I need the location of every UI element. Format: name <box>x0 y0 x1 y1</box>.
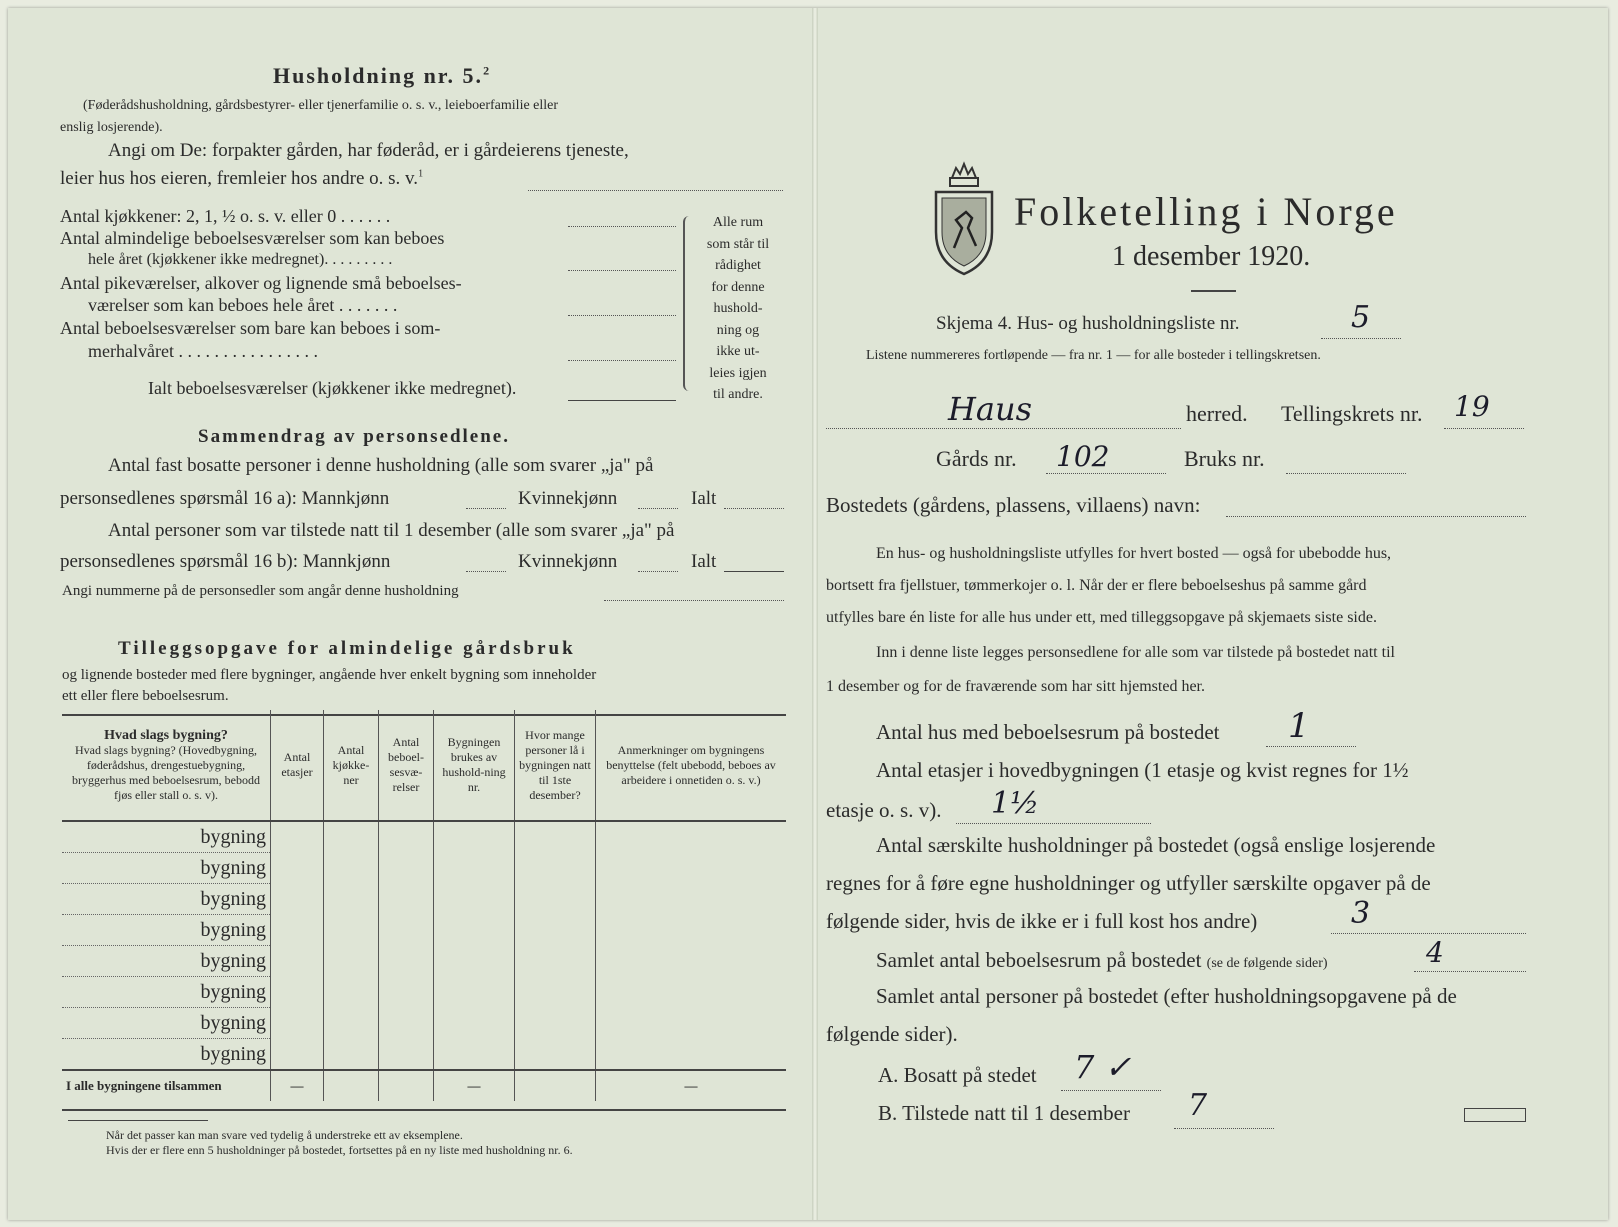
building-cell[interactable] <box>271 915 324 946</box>
ordinary-rooms-field[interactable] <box>568 270 676 271</box>
husholdninger-line <box>1331 933 1526 934</box>
husholdninger-line-3: følgende sider, hvis de ikke er i full kost hos andre) <box>826 909 1258 933</box>
building-label: bygning <box>200 1042 266 1065</box>
tellingskrets-value[interactable]: 19 <box>1454 390 1490 423</box>
title-rule <box>1191 290 1236 292</box>
building-type-cell[interactable] <box>62 1008 271 1039</box>
skjema-label: Skjema 4. Hus- og husholdningsliste nr. <box>936 313 1240 334</box>
summer-rooms-field[interactable] <box>568 360 676 361</box>
building-cell[interactable] <box>379 821 434 853</box>
husholdninger-value[interactable]: 3 <box>1351 896 1371 931</box>
bruks-line[interactable] <box>1286 473 1406 474</box>
bruks-label: Bruks nr. <box>1184 446 1265 471</box>
building-type-cell[interactable] <box>62 977 271 1008</box>
building-cell[interactable] <box>324 977 379 1008</box>
building-cell[interactable] <box>596 821 787 853</box>
numbers-field[interactable] <box>604 600 784 601</box>
building-cell[interactable] <box>324 884 379 915</box>
footnote-rule <box>68 1120 208 1121</box>
maid-rooms-field[interactable] <box>568 315 676 316</box>
building-cell[interactable] <box>434 977 515 1008</box>
gards-label: Gårds nr. <box>936 446 1017 471</box>
a-male-field[interactable] <box>466 508 506 509</box>
col-floors: Antal etasjer <box>271 710 324 821</box>
building-cell[interactable] <box>596 946 787 977</box>
building-cell[interactable] <box>434 853 515 884</box>
kitchens-field[interactable] <box>568 226 676 227</box>
husholdninger-line-1: Antal særskilte husholdninger på bostedet (også enslige losjerende <box>876 833 1436 857</box>
sum-remarks: — <box>596 1070 787 1101</box>
building-label: bygning <box>200 1011 266 1034</box>
sammendrag-a-line-2: personsedlenes spørsmål 16 a): Mannkjønn <box>60 488 390 509</box>
bosatt-label: A. Bosatt på stedet <box>878 1063 1037 1087</box>
building-row <box>62 915 786 946</box>
building-cell[interactable] <box>515 884 596 915</box>
rooms-ordinary-2: hele året (kjøkkener ikke medregnet). . . . . . . . . <box>88 251 393 268</box>
rooms-maid-1: Antal pikeværelser, alkover og lignende små beboelses- <box>60 273 462 293</box>
etasjer-line-2: etasje o. s. v). <box>826 798 942 822</box>
building-cell[interactable] <box>324 946 379 977</box>
sum-persons <box>515 1070 596 1101</box>
instruction-3: utfylles bare én liste for alle hus under ett, med tilleggsopgave på skjemaets siste side. <box>826 609 1377 626</box>
sammendrag-b-line-2: personsedlenes spørsmål 16 b): Mannkjønn <box>60 551 391 572</box>
col-rooms: Antal beboel-sesvæ-relser <box>379 710 434 821</box>
rooms-ordinary-1: Antal almindelige beboelsesværelser som kan beboes <box>60 228 445 248</box>
col-building-type: Hvad slags bygning? Hvad slags bygning? (Hovedbygning, føderådshus, drengestuebygning, bryggerhus med beboelsesrum, bebodd fjøs eller stall o. s. v). <box>62 710 271 821</box>
building-row <box>62 853 786 884</box>
a-female-field[interactable] <box>638 508 678 509</box>
skjema-line <box>1321 338 1401 339</box>
building-cell[interactable] <box>434 946 515 977</box>
etasjer-value[interactable]: 1½ <box>991 786 1040 821</box>
table-bottom-rule <box>62 1109 786 1111</box>
listene-note: Listene nummereres fortløpende — fra nr. 1 — for alle bosteder i tellingskretsen. <box>866 348 1321 363</box>
sum-label: I alle bygningene tilsammen <box>62 1070 271 1101</box>
building-cell[interactable] <box>596 1039 787 1071</box>
building-cell[interactable] <box>596 884 787 915</box>
building-type-cell[interactable] <box>62 1039 271 1071</box>
building-type-cell[interactable] <box>62 853 271 884</box>
building-cell[interactable] <box>324 821 379 853</box>
buildings-table-header <box>62 710 786 821</box>
sum-household: — <box>434 1070 515 1101</box>
tilstede-line <box>1174 1128 1274 1129</box>
building-label: bygning <box>200 825 266 848</box>
building-cell[interactable] <box>596 853 787 884</box>
sum-floors: — <box>271 1070 324 1101</box>
gards-line <box>1046 473 1166 474</box>
building-cell[interactable] <box>596 1008 787 1039</box>
husholdninger-line-2: regnes for å føre egne husholdninger og utfyller særskilte opgaver på de <box>826 871 1431 895</box>
building-cell[interactable] <box>271 821 324 853</box>
hus-label: Antal hus med beboelsesrum på bostedet <box>876 720 1220 744</box>
building-label: bygning <box>200 980 266 1003</box>
building-label: bygning <box>200 918 266 941</box>
census-form-sheet <box>8 8 1608 1220</box>
building-row <box>62 1008 786 1039</box>
right-page <box>816 8 1608 1220</box>
instruction-2: bortsett fra fjellstuer, tømmerkojer o. l. Når der er flere beboelseshus på samme gård <box>826 577 1367 594</box>
sammendrag-numbers: Angi nummerne på de personsedler som angår denne husholdning <box>62 583 459 599</box>
samlet-rum-label: Samlet antal beboelsesrum på bostedet (se de følgende sider) <box>876 948 1328 972</box>
rooms-maid-2: værelser som kan beboes hele året . . . . . . . <box>88 295 398 315</box>
sammendrag-a-total: Ialt <box>691 488 717 509</box>
rooms-kitchens: Antal kjøkkener: 2, 1, ½ o. s. v. eller 0 . . . . . . <box>60 206 391 226</box>
building-cell[interactable] <box>434 884 515 915</box>
building-row <box>62 946 786 977</box>
building-cell[interactable] <box>271 946 324 977</box>
b-female-field[interactable] <box>638 571 678 572</box>
building-label: bygning <box>200 949 266 972</box>
hus-value[interactable]: 1 <box>1288 706 1310 746</box>
angi-line-2: leier hus hos eieren, fremleier hos andre o. s. v.$^1$ <box>60 168 424 189</box>
herred-line <box>826 428 1181 429</box>
col-persons: Hvor mange personer lå i bygningen natt til 1ste desember? <box>515 710 596 821</box>
sammendrag-title: Sammendrag av personsedlene. <box>198 426 510 447</box>
tilstede-label: B. Tilstede natt til 1 desember <box>878 1101 1130 1125</box>
building-row <box>62 977 786 1008</box>
intro-line-2: enslig losjerende). <box>60 120 163 135</box>
side-note: Alle rum som står til rådighet for denne hushold- ning og ikke ut- leies igjen til andre. <box>706 215 770 402</box>
building-label: bygning <box>200 887 266 910</box>
rooms-total: Ialt beboelsesværelser (kjøkkener ikke medregnet). <box>148 378 517 398</box>
sammendrag-b-line-1: Antal personer som var tilstede natt til 1 desember (alle som svarer „ja" på <box>108 520 675 541</box>
instruction-1: En hus- og husholdningsliste utfylles for hvert bosted — også for ubebodde hus, <box>876 545 1392 562</box>
tillegg-line-2: ett eller flere beboelsesrum. <box>62 688 229 704</box>
hus-line <box>1266 746 1356 747</box>
herred-label: herred. <box>1186 401 1248 426</box>
building-cell[interactable] <box>515 915 596 946</box>
bostedets-label: Bostedets (gårdens, plassens, villaens) navn: <box>826 493 1201 517</box>
building-row <box>62 1039 786 1071</box>
sammendrag-a-line-1: Antal fast bosatte personer i denne husholdning (alle som svarer „ja" på <box>108 455 654 476</box>
building-cell[interactable] <box>324 1039 379 1071</box>
building-row <box>62 884 786 915</box>
bosatt-value[interactable]: 7 ✓ <box>1074 1048 1132 1086</box>
herred-value[interactable]: Haus <box>948 390 1033 428</box>
building-cell[interactable] <box>434 821 515 853</box>
building-cell[interactable] <box>515 1008 596 1039</box>
building-cell[interactable] <box>515 853 596 884</box>
building-type-cell[interactable] <box>62 821 271 853</box>
household-title: Husholdning nr. 5.$^2$ <box>273 63 492 88</box>
tillegg-line-1: og lignende bosteder med flere bygninger, angående hver enkelt bygning som inneholder <box>62 667 597 683</box>
building-cell[interactable] <box>379 915 434 946</box>
printer-stamp <box>1464 1108 1526 1122</box>
b-total-field[interactable] <box>724 571 784 572</box>
building-type-cell[interactable] <box>62 946 271 977</box>
footnote-1: Når det passer kan man svare ved tydelig å understreke ett av eksemplene. <box>106 1128 463 1142</box>
building-cell[interactable] <box>379 1008 434 1039</box>
building-cell[interactable] <box>596 915 787 946</box>
footnote-2: Hvis der er flere enn 5 husholdninger på bostedet, fortsettes på en ny liste med husholdning nr. 6. <box>106 1143 573 1157</box>
samlet-pers-line-2: følgende sider). <box>826 1022 958 1046</box>
sammendrag-b-female: Kvinnekjønn <box>518 551 618 572</box>
building-cell[interactable] <box>379 884 434 915</box>
building-cell[interactable] <box>596 977 787 1008</box>
etasjer-line <box>956 823 1151 824</box>
samlet-pers-line-1: Samlet antal personer på bostedet (efter husholdningsopgavene på de <box>876 984 1457 1008</box>
building-cell[interactable] <box>515 821 596 853</box>
building-cell[interactable] <box>515 946 596 977</box>
building-cell[interactable] <box>271 853 324 884</box>
intro-line-1: (Føderådshusholdning, gårdsbestyrer- eller tjenerfamilie o. s. v., leieboerfamilie eller <box>83 98 559 113</box>
tellingskrets-line <box>1444 428 1524 429</box>
building-cell[interactable] <box>434 1008 515 1039</box>
form-date: 1 desember 1920. <box>1112 241 1311 272</box>
building-label: bygning <box>200 856 266 879</box>
building-cell[interactable] <box>515 977 596 1008</box>
buildings-table <box>62 710 786 1101</box>
norway-coat-of-arms-icon <box>928 156 1000 276</box>
building-cell[interactable] <box>379 1039 434 1071</box>
building-cell[interactable] <box>324 1008 379 1039</box>
tellingskrets-label: Tellingskrets nr. <box>1281 401 1423 426</box>
bosatt-line <box>1061 1090 1161 1091</box>
building-cell[interactable] <box>271 977 324 1008</box>
rooms-summer-2: merhalvåret . . . . . . . . . . . . . . . . <box>88 341 318 361</box>
building-cell[interactable] <box>434 915 515 946</box>
gards-value[interactable]: 102 <box>1056 440 1110 473</box>
building-cell[interactable] <box>324 915 379 946</box>
angi-answer-line[interactable] <box>528 190 783 191</box>
form-title: Folketelling i Norge <box>1014 189 1398 234</box>
angi-line-1: Angi om De: forpakter gården, har føderåd, er i gårdeierens tjeneste, <box>108 140 629 161</box>
skjema-value[interactable]: 5 <box>1351 300 1371 335</box>
sum-kitchens <box>324 1070 379 1101</box>
sammendrag-b-total: Ialt <box>691 551 717 572</box>
building-cell[interactable] <box>271 884 324 915</box>
building-cell[interactable] <box>379 977 434 1008</box>
building-cell[interactable] <box>271 1008 324 1039</box>
building-type-cell[interactable] <box>62 884 271 915</box>
col-kitchens: Antal kjøkke-ner <box>324 710 379 821</box>
left-page <box>8 8 814 1220</box>
building-cell[interactable] <box>324 853 379 884</box>
sum-row <box>62 1070 786 1101</box>
rooms-summer-1: Antal beboelsesværelser som bare kan beboes i som- <box>60 318 441 338</box>
brace <box>683 216 695 391</box>
building-type-cell[interactable] <box>62 915 271 946</box>
rooms-total-field[interactable] <box>568 400 676 401</box>
building-row <box>62 821 786 853</box>
bostedets-line[interactable] <box>1226 516 1526 517</box>
etasjer-line-1: Antal etasjer i hovedbygningen (1 etasje og kvist regnes for 1½ <box>876 758 1409 782</box>
tillegg-title: Tilleggsopgave for almindelige gårdsbruk <box>118 638 576 659</box>
a-total-field[interactable] <box>724 508 784 509</box>
b-male-field[interactable] <box>466 571 506 572</box>
building-cell[interactable] <box>434 1039 515 1071</box>
samlet-rum-line <box>1414 971 1526 972</box>
building-cell[interactable] <box>379 853 434 884</box>
tilstede-value[interactable]: 7 <box>1188 1088 1208 1123</box>
instruction-4: Inn i denne liste legges personsedlene for alle som var tilstede på bostedet natt til <box>876 644 1395 661</box>
col-household: Bygningen brukes av hushold-ning nr. <box>434 710 515 821</box>
building-cell[interactable] <box>515 1039 596 1071</box>
sum-rooms <box>379 1070 434 1101</box>
sammendrag-a-female: Kvinnekjønn <box>518 488 618 509</box>
col-remarks: Anmerkninger om bygningens benyttelse (felt ubebodd, beboes av arbeidere i onnetiden o. s. v.) <box>596 710 787 821</box>
building-cell[interactable] <box>379 946 434 977</box>
instruction-5: 1 desember og for de fraværende som har sitt hjemsted her. <box>826 678 1205 695</box>
building-cell[interactable] <box>271 1039 324 1071</box>
samlet-rum-value[interactable]: 4 <box>1426 936 1444 969</box>
